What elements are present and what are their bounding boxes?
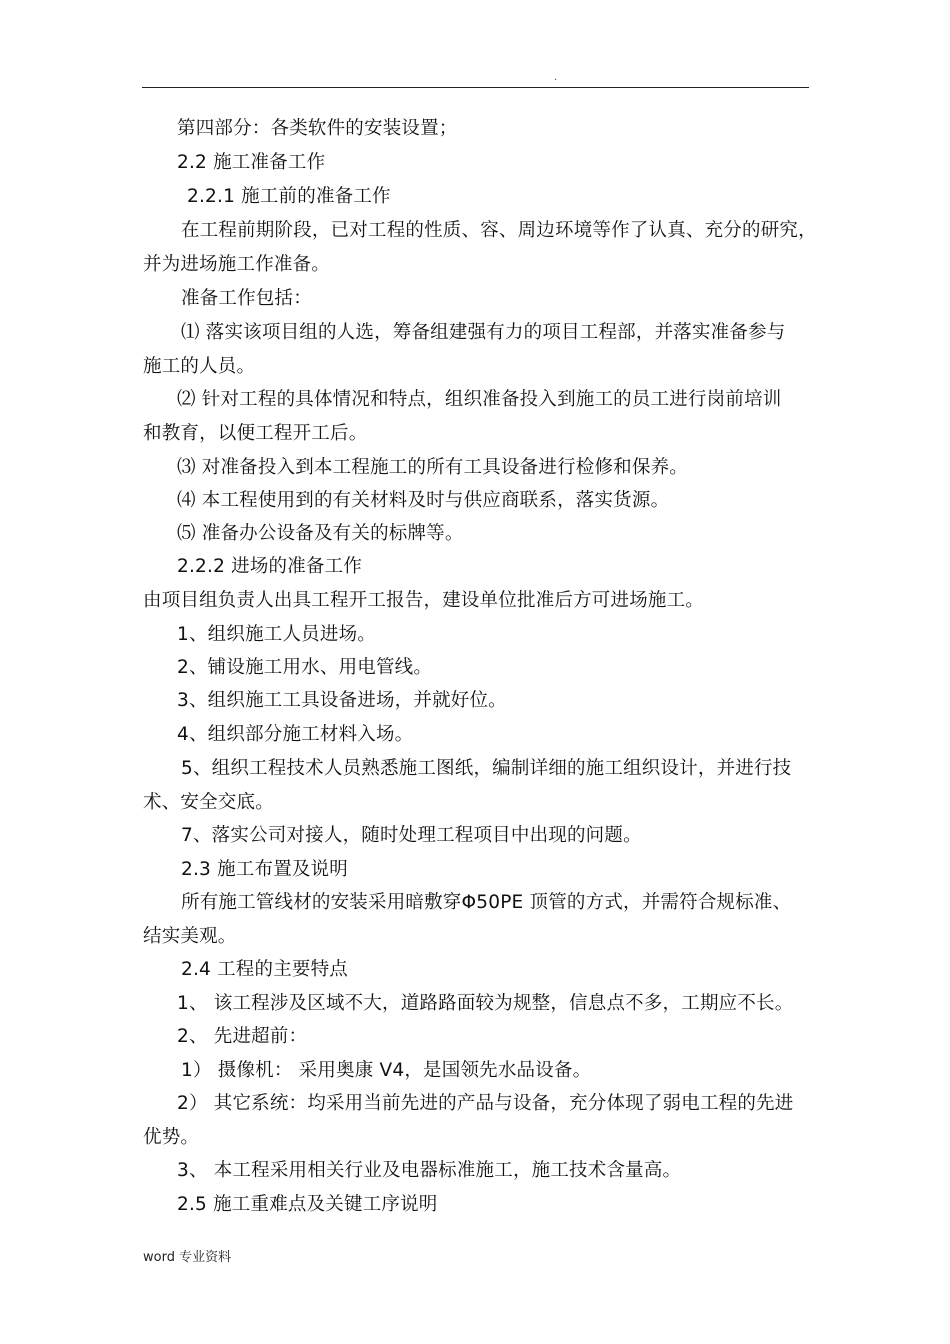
list-item: 5、组织工程技术人员熟悉施工图纸，编制详细的施工组织设计，并进行技 <box>181 758 792 779</box>
paragraph-line: 结实美观。 <box>143 926 237 947</box>
heading-2-2: 2.2 施工准备工作 <box>177 152 326 173</box>
list-item: ⑵ 针对工程的具体情况和特点，组织准备投入到施工的员工进行岗前培训 <box>177 389 782 410</box>
list-item: 优势。 <box>143 1127 200 1148</box>
list-item: 施工的人员。 <box>143 356 256 377</box>
heading-2-2-1: 2.2.1 施工前的准备工作 <box>187 186 391 207</box>
paragraph-line: 在工程前期阶段，已对工程的性质、容、周边环境等作了认真、充分的研究， <box>181 220 817 241</box>
header-mark: . <box>554 72 558 83</box>
list-item: ⑷ 本工程使用到的有关材料及时与供应商联系，落实货源。 <box>177 490 670 511</box>
list-item: 和教育，以便工程开工后。 <box>143 423 368 444</box>
list-item: 术、安全交底。 <box>143 792 274 813</box>
list-item: 1） 摄像机： 采用奥康 V4，是国领先水品设备。 <box>181 1060 592 1081</box>
list-item: 4、组织部分施工材料入场。 <box>177 724 414 745</box>
list-item: 1、 该工程涉及区域不大，道路路面较为规整，信息点不多，工期应不长。 <box>177 993 794 1014</box>
list-item: ⑴ 落实该项目组的人选，筹备组建强有力的项目工程部，并落实准备参与 <box>181 322 786 343</box>
list-item: 3、组织施工工具设备进场，并就好位。 <box>177 690 507 711</box>
list-item: ⑸ 准备办公设备及有关的标牌等。 <box>177 523 464 544</box>
heading-2-3: 2.3 施工布置及说明 <box>181 859 349 880</box>
list-item: 2） 其它系统：均采用当前先进的产品与设备，充分体现了弱电工程的先进 <box>177 1093 794 1114</box>
list-item: 3、 本工程采用相关行业及电器标准施工，施工技术含量高。 <box>177 1160 682 1181</box>
list-item: 7、落实公司对接人，随时处理工程项目中出现的问题。 <box>181 825 642 846</box>
list-item: 2、铺设施工用水、用电管线。 <box>177 657 433 678</box>
paragraph-line: 并为进场施工作准备。 <box>143 254 331 275</box>
footer-text: word 专业资料 <box>143 1250 232 1265</box>
list-item: 1、组织施工人员进场。 <box>177 624 376 645</box>
heading-2-2-2: 2.2.2 进场的准备工作 <box>177 556 363 577</box>
list-item: ⑶ 对准备投入到本工程施工的所有工具设备进行检修和保养。 <box>177 457 688 478</box>
paragraph-line: 由项目组负责人出具工程开工报告，建设单位批准后方可进场施工。 <box>143 590 705 611</box>
paragraph-line: 准备工作包括： <box>181 288 312 309</box>
list-item: 2、 先进超前： <box>177 1026 308 1047</box>
heading-2-4: 2.4 工程的主要特点 <box>181 959 349 980</box>
paragraph-line: 所有施工管线材的安装采用暗敷穿Φ50PE 顶管的方式，并需符合规标准、 <box>181 892 792 913</box>
heading-2-5: 2.5 施工重难点及关键工序说明 <box>177 1194 438 1215</box>
section-line: 第四部分：各类软件的安装设置； <box>177 118 458 139</box>
